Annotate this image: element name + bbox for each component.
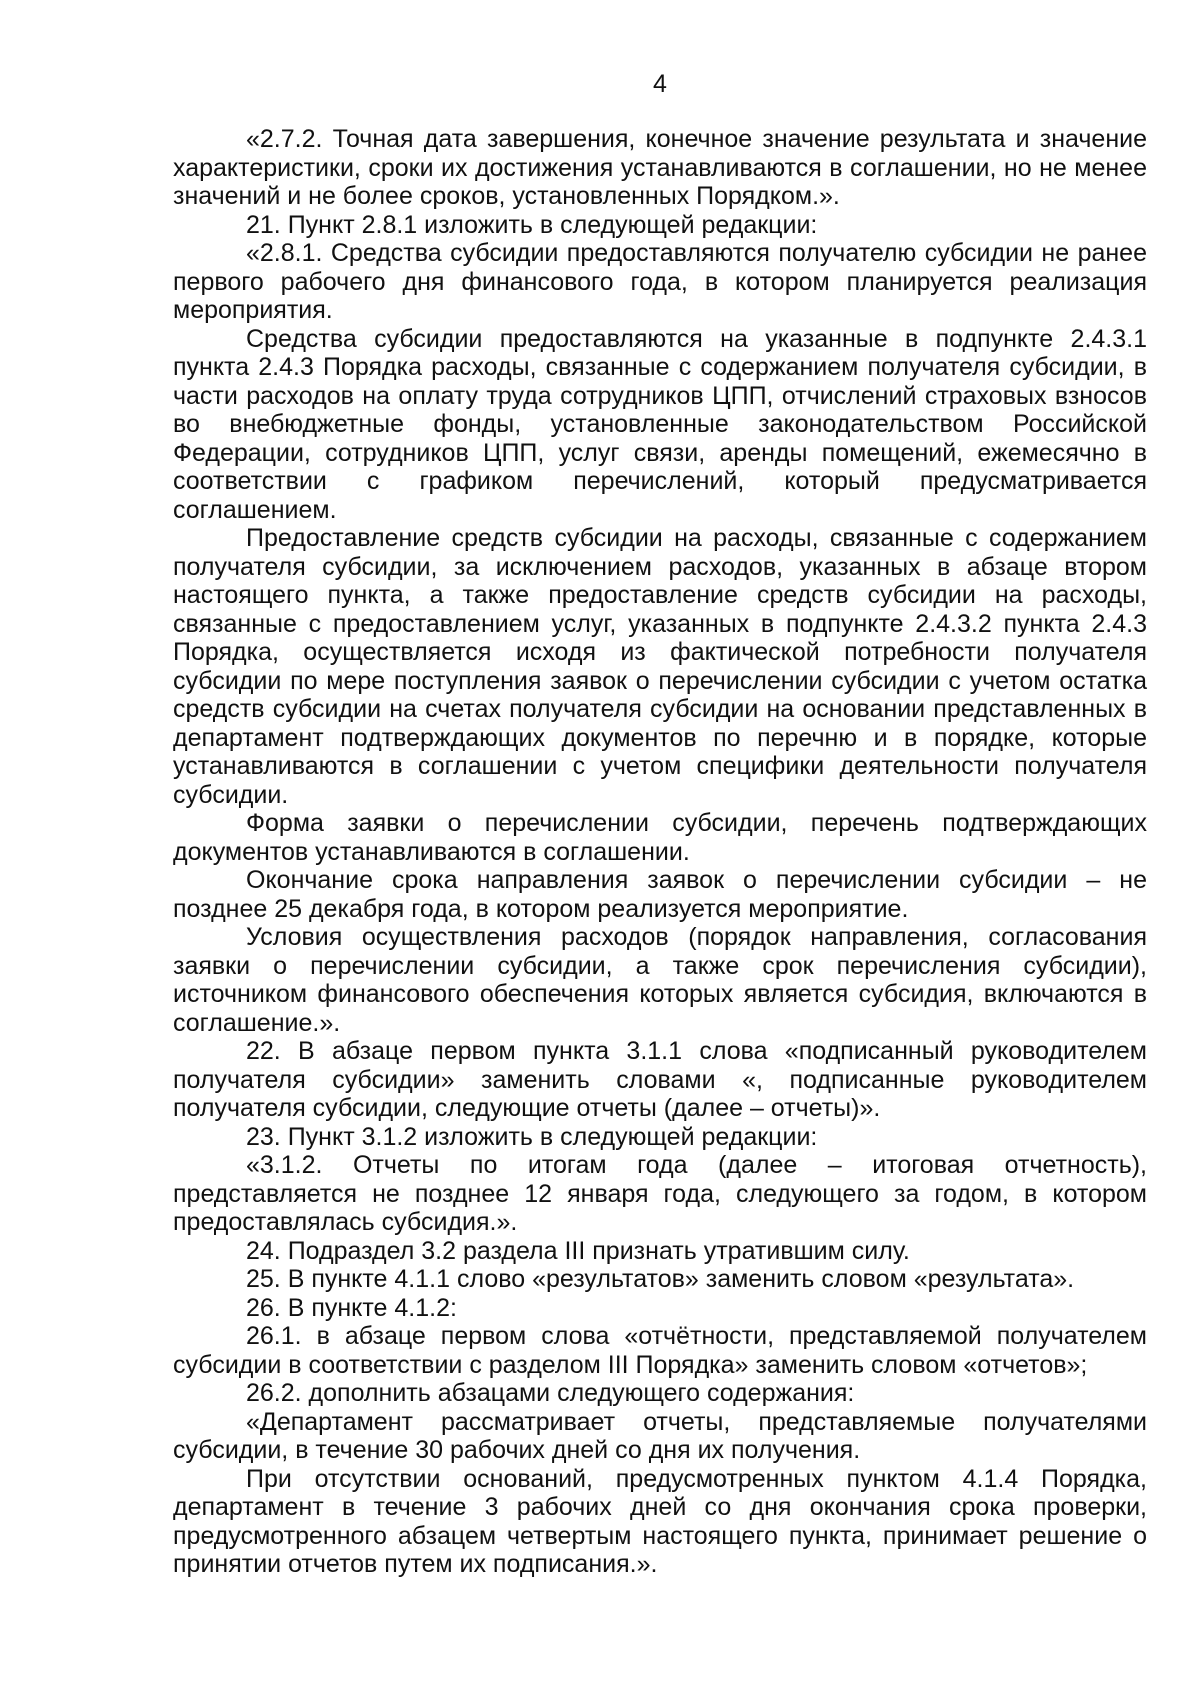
paragraph: Предоставление средств субсидии на расходы, связанные с содержанием получателя субсидии, за исключением расходов, указанных в абзаце втором настоящего пункта, а также предоставление средств субсидии на расходы, связанные с предоставлением услуг, указанных в подпункте 2.4.3.2 пункта 2.4.3 Порядка, осуществляется исходя из фактической потребности получателя субсидии по мере поступления заявок о перечислении субсидии с учетом остатка средств субсидии на счетах получателя субсидии на основании представленных в департамент подтверждающих документов по перечню и в порядке, которые устанавливаются в соглашении с учетом специфики деятельности получателя субсидии. xyxy=(173,524,1147,809)
paragraph: 26. В пункте 4.1.2: xyxy=(246,1293,457,1322)
paragraph: 21. Пункт 2.8.1 изложить в следующей редакции: xyxy=(246,210,818,239)
paragraph: «2.7.2. Точная дата завершения, конечное значение результата и значение характеристики, сроки их достижения устанавливаются в соглашении, но не менее значений и не более сроков, установленных Порядком.». xyxy=(173,125,1147,210)
paragraph: Форма заявки о перечислении субсидии, перечень подтверждающих документов устанавливаются в соглашении. xyxy=(173,809,1147,866)
paragraph: 24. Подраздел 3.2 раздела III признать утратившим силу. xyxy=(246,1236,910,1265)
paragraph: Условия осуществления расходов (порядок направления, согласования заявки о перечислении субсидии, а также срок перечисления субсидии), источником финансового обеспечения которых является субсидия, включаются в соглашение.». xyxy=(173,923,1147,1037)
paragraph: 25. В пункте 4.1.1 слово «результатов» заменить словом «результата». xyxy=(246,1265,1075,1293)
paragraph: 26.1. в абзаце первом слова «отчётности, представляемой получателем субсидии в соответствии с разделом III Порядка» заменить словом «отчетов»; xyxy=(173,1322,1147,1379)
paragraph: «3.1.2. Отчеты по итогам года (далее – итоговая отчетность), представляется не позднее 12 января года, следующего за годом, в котором предоставлялась субсидия.». xyxy=(173,1151,1147,1236)
paragraph: Средства субсидии предоставляются на указанные в подпункте 2.4.3.1 пункта 2.4.3 Порядка расходы, связанные с содержанием получателя субсидии, в части расходов на оплату труда сотрудников ЦПП, отчислений страховых взносов во внебюджетные фонды, установленные законодательством Российской Федерации, сотрудников ЦПП, услуг связи, аренды помещений, ежемесячно в соответствии с графиком перечислений, который предусматривается соглашением. xyxy=(173,324,1147,524)
page-number: 4 xyxy=(653,70,667,98)
paragraph: 23. Пункт 3.1.2 изложить в следующей редакции: xyxy=(246,1122,818,1151)
paragraph: «2.8.1. Средства субсидии предоставляются получателю субсидии не ранее первого рабочего дня финансового года, в котором планируется реализация мероприятия. xyxy=(173,239,1147,324)
paragraph: 22. В абзаце первом пункта 3.1.1 слова «подписанный руководителем получателя субсидии» заменить словами «, подписанные руководителем получателя субсидии, следующие отчеты (далее – отчеты)». xyxy=(173,1037,1147,1122)
paragraph: 26.2. дополнить абзацами следующего содержания: xyxy=(246,1379,855,1407)
paragraph: Окончание срока направления заявок о перечислении субсидии – не позднее 25 декабря года, в котором реализуется мероприятие. xyxy=(173,866,1147,923)
paragraph: «Департамент рассматривает отчеты, представляемые получателями субсидии, в течение 30 рабочих дней со дня их получения. xyxy=(173,1407,1147,1464)
document-body xyxy=(173,125,1147,1579)
paragraph: При отсутствии оснований, предусмотренных пунктом 4.1.4 Порядка, департамент в течение 3 рабочих дней со дня окончания срока проверки, предусмотренного абзацем четвертым настоящего пункта, принимает решение о принятии отчетов путем их подписания.». xyxy=(173,1464,1147,1578)
